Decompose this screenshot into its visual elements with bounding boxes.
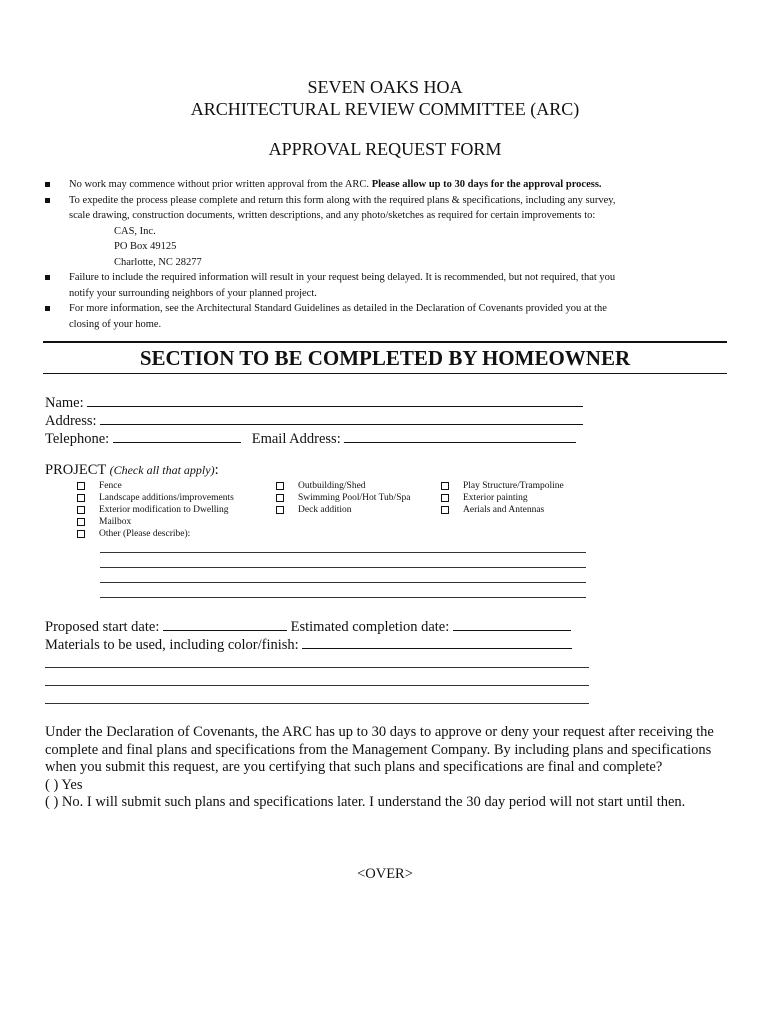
project-colon: : [214, 462, 219, 478]
instruction-text: closing of your home. [69, 318, 162, 330]
contact-row [45, 429, 576, 448]
option-label: Exterior modification to Dwelling [99, 505, 229, 515]
completion-date-field[interactable] [453, 617, 571, 631]
instruction-text: For more information, see the Architectural Standard Guidelines as detailed in the Declaration of Covenants provided you at the [69, 303, 607, 314]
option-label: Aerials and Antennas [463, 505, 545, 515]
name-label: Name: [45, 395, 84, 411]
completion-date-label: Estimated completion date: [290, 619, 450, 635]
project-option[interactable] [77, 516, 234, 528]
checkbox-icon[interactable] [77, 530, 85, 538]
materials-field[interactable] [302, 635, 572, 649]
instruction-text: To expedite the process please complete and return this form along with the required plans & specifications, including any survey, [69, 194, 616, 206]
instruction-text: notify your surrounding neighbors of your planned project. [69, 287, 317, 299]
section-heading: SECTION TO BE COMPLETED BY HOMEOWNER [139, 346, 631, 370]
option-label: Outbuilding/Shed [298, 481, 366, 491]
instruction-text: No work may commence without prior written approval from the ARC. [69, 179, 372, 190]
option-label: Landscape additions/improvements [99, 493, 234, 503]
describe-line[interactable] [100, 597, 586, 598]
project-options-col3 [441, 480, 564, 516]
project-options-col2 [276, 480, 410, 516]
hoa-name: SEVEN OAKS HOA [307, 77, 463, 97]
option-label: Mailbox [99, 517, 132, 527]
no-option[interactable]: ( ) No. I will submit such plans and specifications later. I understand the 30 day period will not start until then. [45, 794, 686, 811]
describe-line[interactable] [100, 552, 586, 553]
checkbox-icon[interactable] [276, 482, 284, 490]
project-heading [45, 461, 219, 479]
yes-option[interactable]: ( ) Yes [45, 776, 83, 793]
instruction-item [45, 270, 735, 301]
mailing-address-po-box: PO Box 49125 [114, 241, 177, 252]
project-options-col1 [77, 480, 234, 540]
section-divider-top [43, 341, 727, 343]
project-option[interactable] [276, 504, 410, 516]
option-label: Swimming Pool/Hot Tub/Spa [298, 493, 411, 503]
address-row [45, 411, 583, 430]
checkbox-icon[interactable] [441, 506, 449, 514]
project-option[interactable] [77, 504, 234, 516]
email-field[interactable] [344, 429, 576, 443]
dates-row [45, 617, 571, 636]
checkbox-icon[interactable] [441, 494, 449, 502]
project-label: PROJECT [45, 462, 106, 478]
checkbox-icon[interactable] [77, 494, 85, 502]
bullet-square-icon [45, 306, 50, 311]
covenant-section [45, 724, 735, 812]
project-option[interactable] [276, 480, 410, 492]
materials-line[interactable] [45, 703, 589, 704]
covenant-paragraph: Under the Declaration of Covenants, the ARC has up to 30 days to approve or deny your request after receiving the complete and final plans and specifications from the Management Company. By including plans and specifications when you submit this request, are you certifying that such plans and specifications are final and complete? [45, 724, 714, 776]
checkbox-icon[interactable] [441, 482, 449, 490]
committee-name: ARCHITECTURAL REVIEW COMMITTEE (ARC) [190, 99, 580, 119]
instruction-emphasis: Please allow up to 30 days for the approval process. [371, 179, 602, 190]
project-option[interactable] [77, 528, 234, 540]
materials-line[interactable] [45, 685, 589, 686]
telephone-label: Telephone: [45, 431, 110, 447]
option-label: Play Structure/Trampoline [463, 481, 564, 491]
mailing-address-name: CAS, Inc. [114, 225, 156, 237]
instruction-text: Failure to include the required information will result in your request being delayed. It is recommended, but not required, that you [69, 272, 616, 283]
project-option[interactable] [77, 492, 234, 504]
option-label: Deck addition [298, 505, 352, 515]
checkbox-icon[interactable] [276, 506, 284, 514]
project-option[interactable] [441, 504, 564, 516]
instruction-text: scale drawing, construction documents, written descriptions, and any photo/sketches as required for certain improvements to: [69, 210, 596, 221]
option-label: Exterior painting [463, 493, 528, 503]
over-note: <OVER> [357, 866, 413, 882]
instruction-item [45, 177, 735, 193]
email-label: Email Address: [251, 431, 341, 447]
telephone-field[interactable] [113, 429, 241, 443]
describe-line[interactable] [100, 582, 586, 583]
materials-line[interactable] [45, 667, 589, 668]
address-field[interactable] [100, 411, 583, 425]
materials-label: Materials to be used, including color/finish: [45, 637, 299, 653]
option-label: Other (Please describe): [99, 529, 191, 539]
start-date-field[interactable] [163, 617, 287, 631]
bullet-square-icon [45, 275, 50, 280]
project-option[interactable] [276, 492, 410, 504]
project-option[interactable] [77, 480, 234, 492]
checkbox-icon[interactable] [276, 494, 284, 502]
form-title: APPROVAL REQUEST FORM [268, 139, 502, 159]
checkbox-icon[interactable] [77, 506, 85, 514]
instructions-list [45, 177, 735, 332]
option-label: Fence [99, 481, 122, 491]
materials-row [45, 635, 572, 654]
mailing-address-city: Charlotte, NC 28277 [114, 256, 202, 268]
name-row [45, 393, 583, 412]
address-label: Address: [45, 413, 97, 429]
checkbox-icon[interactable] [77, 482, 85, 490]
start-date-label: Proposed start date: [45, 619, 160, 635]
bullet-square-icon [45, 182, 50, 187]
project-option[interactable] [441, 480, 564, 492]
describe-line[interactable] [100, 567, 586, 568]
section-divider-bottom [43, 373, 727, 374]
name-field[interactable] [87, 393, 583, 407]
instruction-item [45, 301, 735, 332]
project-option[interactable] [441, 492, 564, 504]
checkbox-icon[interactable] [77, 518, 85, 526]
bullet-square-icon [45, 198, 50, 203]
instruction-item [45, 193, 735, 271]
project-hint: (Check all that apply) [109, 463, 215, 477]
